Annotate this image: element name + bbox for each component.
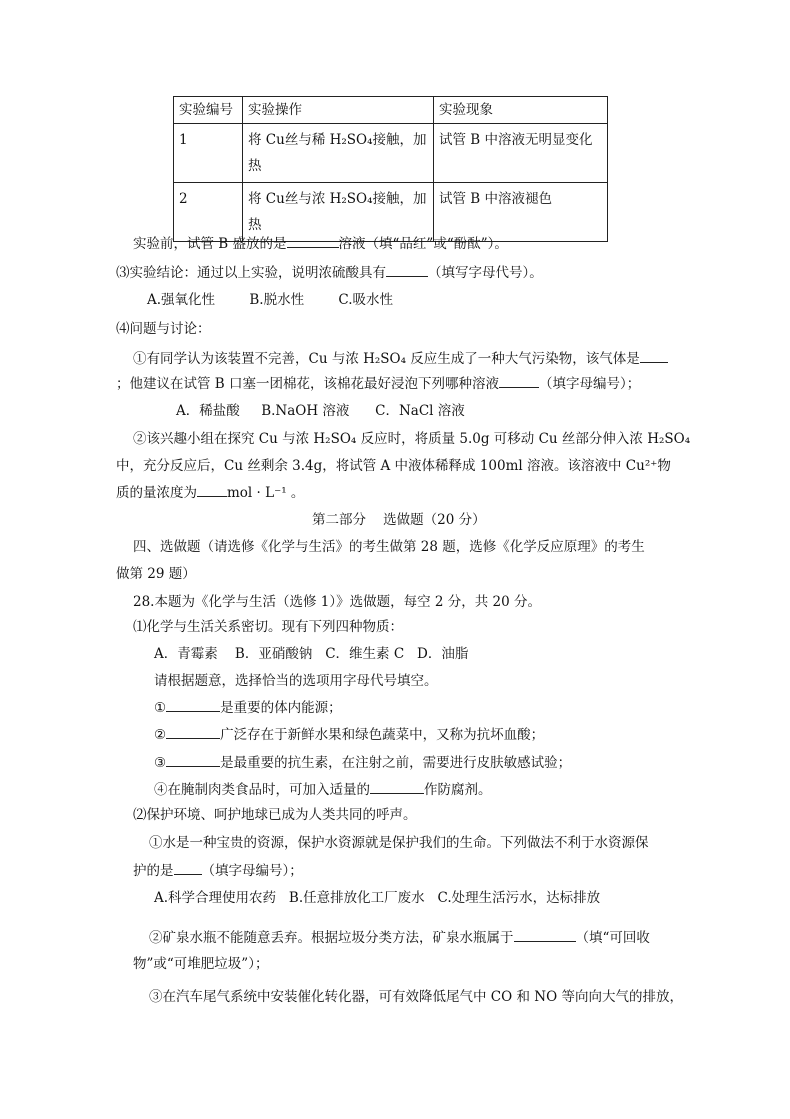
text-line: 28.本题为《化学与生活（选修 1）》选做题，每空 2 分，共 20 分。: [133, 594, 542, 610]
text-span: 溶液（填“品红”或“酚酞”）。: [338, 236, 508, 252]
text-span: 是最重要的抗生素，在注射之前，需要进行皮肤敏感试验；: [220, 755, 572, 771]
text-line: [154, 752, 571, 773]
text-span: ④在腌制肉类食品时，可加入适量的: [154, 782, 370, 798]
fill-blank: [640, 348, 668, 363]
table-cell: 将 Cu丝与浓 H₂SO₄接触，加热: [243, 183, 434, 242]
text-span: ；他建议在试管 B 口塞一团棉花，该棉花最好浸泡下列哪种溶液: [116, 376, 500, 392]
text-span: 广泛存在于新鲜水果和绿色蔬菜中，又称为抗坏血酸；: [220, 727, 545, 743]
text-span: 作防腐剂。: [424, 782, 492, 798]
table-header: 实验现象: [434, 97, 608, 124]
fill-blank: [287, 233, 339, 248]
text-line: A．青霉素 B．亚硝酸钠 C．维生素 C D．油脂: [154, 646, 469, 662]
fill-blank: [197, 482, 227, 497]
table-cell: 1: [174, 124, 243, 183]
table-cell: 将 Cu丝与稀 H₂SO₄接触，加热: [243, 124, 434, 183]
text-line: [133, 348, 668, 369]
text-line: [154, 697, 342, 718]
text-line: 做第 29 题）: [116, 566, 196, 582]
text-span: （填“可回收: [575, 930, 650, 946]
text-line: [154, 724, 544, 745]
table-header: 实验操作: [243, 97, 434, 124]
text-span: ②矿泉水瓶不能随意丢弃。根据垃圾分类方法，矿泉水瓶属于: [149, 930, 514, 946]
fill-blank: [386, 262, 428, 277]
text-line: [116, 482, 304, 503]
text-line: 物”或“可堆肥垃圾”）；: [133, 956, 269, 972]
fill-blank: [166, 752, 220, 767]
table-cell: 2: [174, 183, 243, 242]
text-line: [116, 262, 543, 283]
text-line: A.强氧化性 B.脱水性 C.吸水性: [147, 292, 394, 308]
text-span: ①有同学认为该装置不完善，Cu 与浓 H₂SO₄ 反应生成了一种大气污染物，该气体是: [133, 351, 640, 367]
text-line: [149, 927, 650, 948]
experiment-table: [173, 96, 608, 242]
text-line: A．稀盐酸 B.NaOH 溶液 C．NaCl 溶液: [176, 403, 465, 419]
text-span: mol · L⁻¹ 。: [227, 485, 305, 501]
text-span: ②: [154, 727, 167, 743]
text-line: ⑷问题与讨论：: [116, 321, 211, 337]
text-line: [133, 860, 303, 881]
fill-blank: [370, 779, 424, 794]
section-heading: 第二部分 选做题（20 分）: [312, 512, 486, 528]
text-line: ①水是一种宝贵的资源，保护水资源就是保护我们的生命。下列做法不利于水资源保: [149, 835, 649, 851]
fill-blank: [174, 860, 202, 875]
text-span: 护的是: [133, 863, 174, 879]
text-line: 中，充分反应后，Cu 丝剩余 3.4g，将试管 A 中液体稀释成 100ml 溶液。该溶液中 Cu²⁺物: [116, 458, 671, 474]
table-row: [174, 124, 608, 183]
text-span: ①: [154, 700, 167, 716]
fill-blank: [514, 927, 576, 942]
text-line: [133, 233, 508, 254]
text-span: ③: [154, 755, 167, 771]
text-span: 质的量浓度为: [116, 485, 197, 501]
text-line: ⑴化学与生活关系密切。现有下列四种物质：: [133, 619, 403, 635]
text-line: ②该兴趣小组在探究 Cu 与浓 H₂SO₄ 反应时，将质量 5.0g 可移动 Cu 丝部分伸入浓 H₂SO₄: [133, 431, 691, 447]
fill-blank: [499, 373, 539, 388]
text-span: ⑶实验结论：通过以上实验，说明浓硫酸具有: [116, 265, 386, 281]
text-span: （填字母编号）；: [201, 863, 303, 879]
text-line: [154, 779, 492, 800]
text-line: A.科学合理使用农药 B.任意排放化工厂废水 C.处理生活污水，达标排放: [154, 890, 601, 906]
fill-blank: [166, 724, 220, 739]
text-line: [116, 373, 640, 394]
text-line: ⑵保护环境、呵护地球已成为人类共同的呼声。: [133, 807, 417, 823]
text-line: 四、选做题（请选修《化学与生活》的考生做第 28 题，选修《化学反应原理》的考生: [133, 539, 645, 555]
text-span: 是重要的体内能源；: [220, 700, 342, 716]
text-span: （填字母编号）；: [539, 376, 641, 392]
table-cell: 试管 B 中溶液无明显变化: [434, 124, 608, 183]
table-header: 实验编号: [174, 97, 243, 124]
text-line: 请根据题意，选择恰当的选项用字母代号填空。: [154, 673, 438, 689]
text-line: ③在汽车尾气系统中安装催化转化器，可有效降低尾气中 CO 和 NO 等向向大气的排放，: [149, 989, 683, 1005]
table-cell: 试管 B 中溶液褪色: [434, 183, 608, 242]
text-span: （填写字母代号）。: [428, 265, 543, 281]
text-span: 实验前，试管 B 盛放的是: [133, 236, 287, 252]
table-header-row: [174, 97, 608, 124]
fill-blank: [166, 697, 220, 712]
